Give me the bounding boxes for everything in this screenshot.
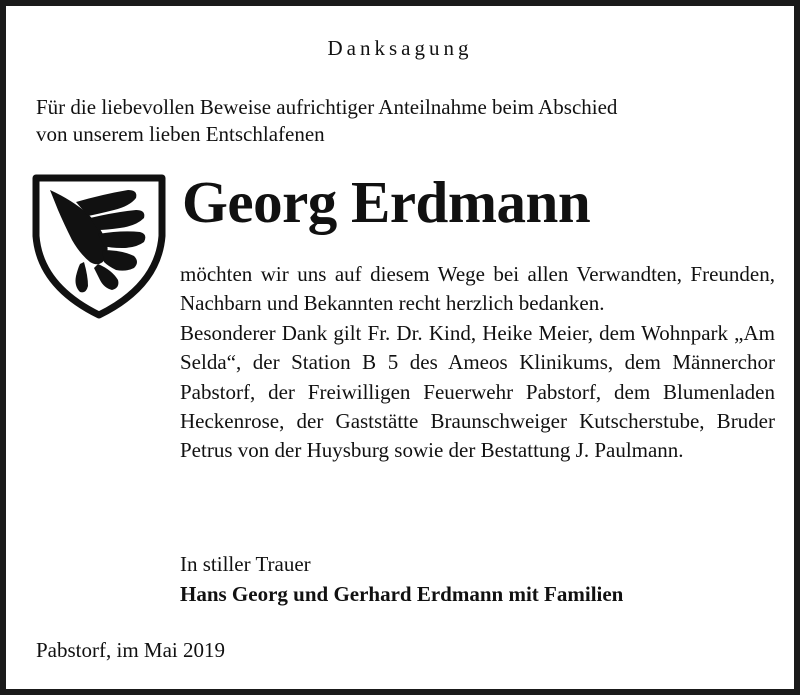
- mourning-phrase: In stiller Trauer: [180, 552, 311, 576]
- heraldic-shield-wing-icon: [32, 174, 166, 319]
- thanks-paragraph: möchten wir uns auf diesem Wege bei allen Verwandten, Freunden, Nachbarn und Bekannten recht herzlich bedanken.: [180, 262, 775, 316]
- special-thanks-paragraph: Besonderer Dank gilt Fr. Dr. Kind, Heike Meier, dem Wohnpark „Am Selda“, der Station B 5 des Ameos Klinikums, dem Männerchor Pabstorf, der Freiwilligen Feuerwehr Pabstorf, dem Blumenladen Heckenrose, der Gaststätte Braunschweiger Kutscherstube, Bruder Petrus von der Huysburg sowie der Bestattung J. Paulmann.: [180, 320, 775, 463]
- place-and-date: Pabstorf, im Mai 2019: [36, 638, 225, 662]
- intro-line: Für die liebevollen Beweise aufrichtiger Anteilnahme beim Abschied: [36, 95, 618, 119]
- thanks-body: [180, 260, 775, 466]
- notice-heading: Danksagung: [327, 36, 473, 60]
- signers-names: Hans Georg und Gerhard Erdmann mit Familien: [180, 582, 624, 606]
- intro-line: von unserem lieben Entschlafenen: [36, 122, 325, 146]
- deceased-name: Georg Erdmann: [182, 169, 591, 235]
- intro-text: [36, 94, 776, 148]
